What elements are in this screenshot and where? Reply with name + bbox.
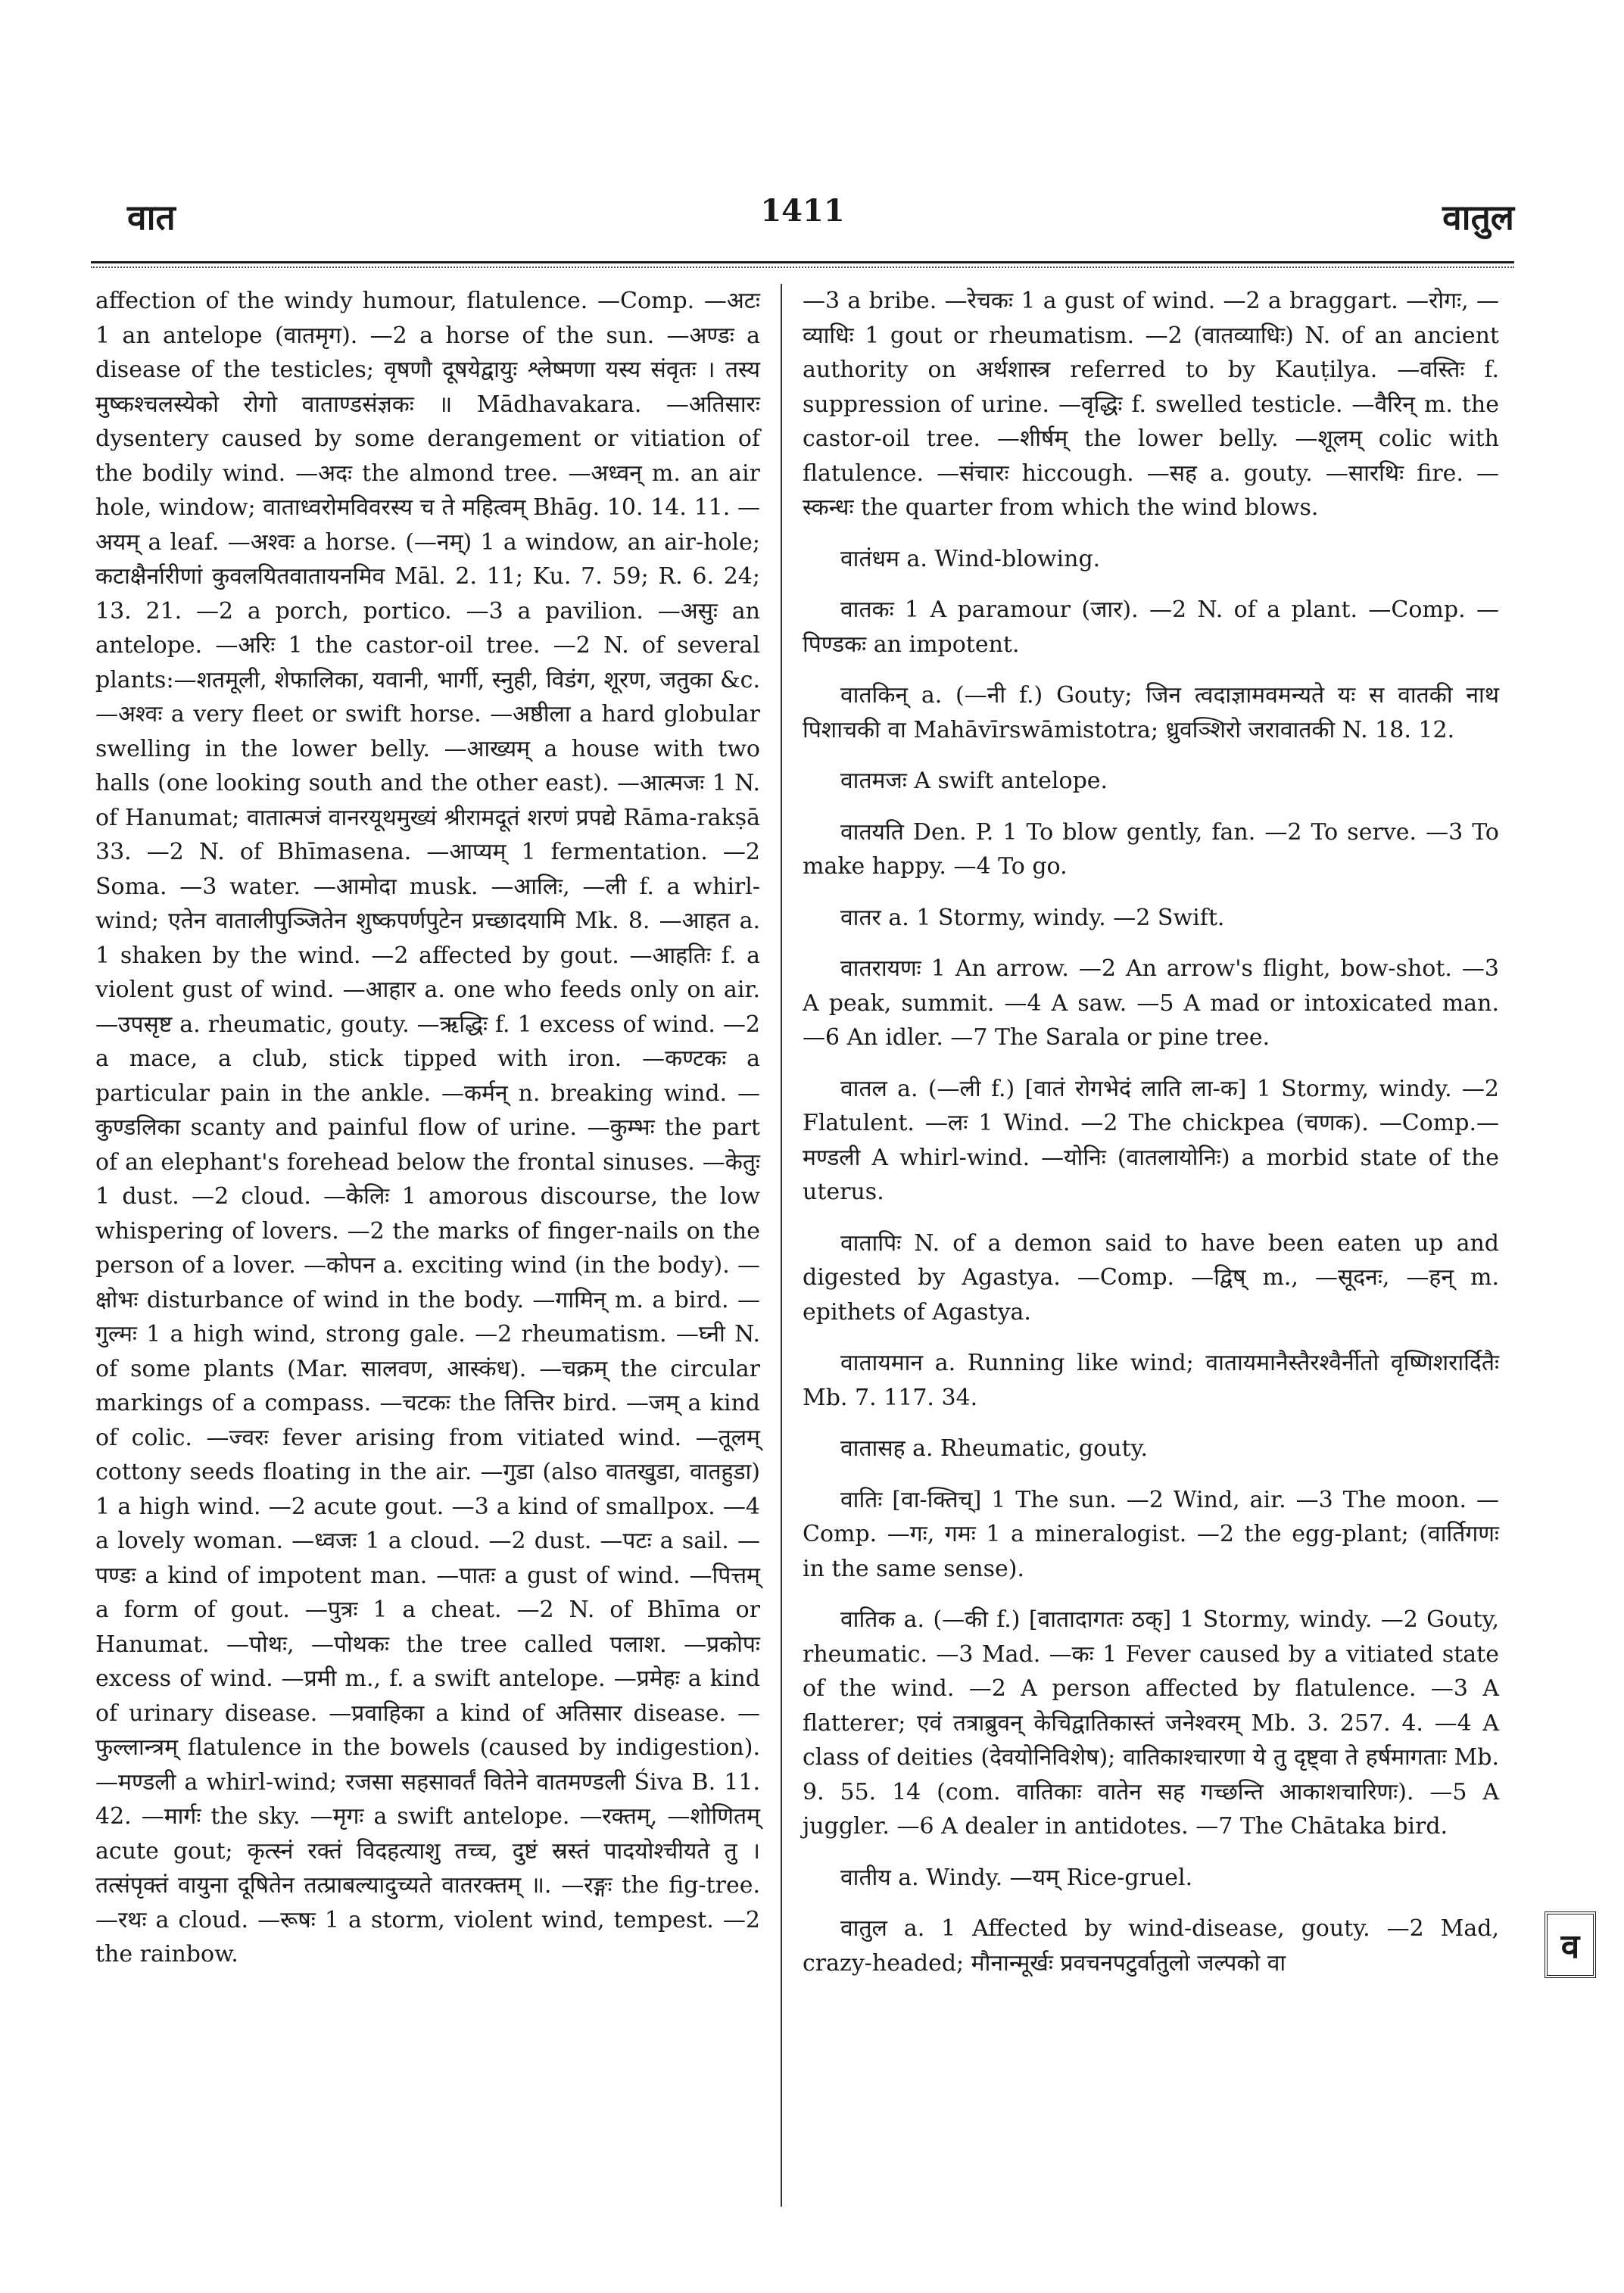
dictionary-entry: वातायमान a. Running like wind; वातायमानैस्तैरश्वैर्नीतो वृष्णिशरार्दितैः Mb. 7. 117. 34. (803, 1350, 1499, 1411)
dictionary-entry: वातकिन् a. (—नी f.) Gouty; जिन त्वदाज्ञामवमन्यते यः स वातकी नाथ पिशाचकी वा Mahāvīrswāmistotra; ध्रुवञ्शिरो जरावातकी N. 18. 12. (803, 682, 1499, 743)
column-divider (781, 284, 782, 2207)
header-left-word: वात (127, 197, 176, 238)
page-number: 1411 (760, 193, 845, 229)
dictionary-entry: वातंधम a. Wind-blowing. (840, 545, 1101, 572)
left-column (95, 284, 760, 1972)
dictionary-entry: वातमजः A swift antelope. (840, 768, 1108, 794)
dictionary-entry: वातयति Den. P. 1 To blow gently, fan. —2 To serve. —3 To make happy. —4 To go. (803, 818, 1499, 880)
dictionary-entry: वातिक a. (—की f.) [वातादागतः ठक्] 1 Stormy, windy. —2 Gouty, rheumatic. —3 Mad. —कः 1 Fever caused by a vitiated state of the wind. —2 A person affected by flatulence. —3 A flatterer; एवं तत्राब्रुवन् केचिद्वातिकास्तं जनेश्वरम् Mb. 3. 257. 4. —4 A class of deities (देवयोनिविशेष); वातिकाश्चारणा ये तु दृष्ट्वा ते हर्षमागताः Mb. 9. 55. 14 (com. वातिकाः वातेन सह गच्छन्ति आकाशचारिणः). —5 A juggler. —6 A dealer in antidotes. —7 The Chātaka bird. (803, 1606, 1499, 1840)
header-dotted-rule (91, 266, 1514, 268)
page-header (91, 193, 1514, 261)
thumb-index-tab: व (1545, 1911, 1596, 1978)
dictionary-entry: —3 a bribe. —रेचकः 1 a gust of wind. —2 a braggart. —रोगः, —व्याधिः 1 gout or rheumatism. —2 (वातव्याधिः) N. of an ancient authority on अर्थशास्त्र referred to by Kauṭilya. —वस्तिः f. suppression of urine. —वृद्धिः f. swelled testicle. —वैरिन् m. the castor-oil tree. —शीर्षम् the lower belly. —शूलम् colic with flatulence. —संचारः hiccough. —सह a. gouty. —सारथिः fire. —स्कन्धः the quarter from which the wind blows. (803, 288, 1499, 521)
dictionary-entry: वातीय a. Windy. —यम् Rice-gruel. (840, 1864, 1193, 1891)
dictionary-entry: वातापिः N. of a demon said to have been eaten up and digested by Agastya. —Comp. —द्विष् m., —सूदनः, —हन् m. epithets of Agastya. (803, 1229, 1499, 1326)
dictionary-entry: वातर a. 1 Stormy, windy. —2 Swift. (840, 904, 1225, 931)
dictionary-entry: वातिः [वा-क्तिच्] 1 The sun. —2 Wind, air. —3 The moon. —Comp. —गः, गमः 1 a mineralogist. —2 the egg-plant; (वार्तिगणः in the same sense). (803, 1486, 1499, 1582)
dictionary-entry: वातकः 1 A paramour (जार). —2 N. of a plant. —Comp. —पिण्डकः an impotent. (803, 597, 1499, 658)
header-right-word: वातुल (1442, 197, 1514, 238)
dictionary-entry: वातासह a. Rheumatic, gouty. (840, 1435, 1149, 1462)
header-rule (91, 261, 1514, 263)
left-column-text: affection of the windy humour, flatulence. —Comp. —अटः 1 an antelope (वातमृग). —2 a horse of the sun. —अण्डः a disease of the testicles; वृषणौ दूषयेद्वायुः श्लेष्मणा यस्य संवृतः । तस्य मुष्कश्चलस्येको रोगो वाताण्डसंज्ञकः ॥ Mādhavakara. —अतिसारः dysentery caused by some derangement or vitiation of the bodily wind. —अदः the almond tree. —अध्वन् m. an air hole, window; वाताध्वरोमविवरस्य च ते महित्वम् Bhāg. 10. 14. 11. —अयम् a leaf. —अश्वः a horse. (—नम्) 1 a window, an air-hole; कटाक्षैर्नारीणां कुवलयितवातायनमिव Māl. 2. 11; Ku. 7. 59; R. 6. 24; 13. 21. —2 a porch, portico. —3 a pavilion. —असुः an antelope. —अरिः 1 the castor-oil tree. —2 N. of several plants:—शतमूली, शेफालिका, यवानी, भार्गी, स्नुही, विडंग, शूरण, जतुका &c. —अश्वः a very fleet or swift horse. —अष्ठीला a hard globular swelling in the lower belly. —आख्यम् a house with two halls (one looking south and the other east). —आत्मजः 1 N. of Hanumat; वातात्मजं वानरयूथमुख्यं श्रीरामदूतं शरणं प्रपद्ये Rāma-rakṣā 33. —2 N. of Bhīmasena. —आप्यम् 1 fermentation. —2 Soma. —3 water. —आमोदा musk. —आलिः, —ली f. a whirl-wind; एतेन वातालीपुञ्जितेन शुष्कपर्णपुटेन प्रच्छादयामि Mk. 8. —आहत a. 1 shaken by the wind. —2 affected by gout. —आहतिः f. a violent gust of wind. —आहार a. one who feeds only on air. —उपसृष्ट a. rheumatic, gouty. —ऋद्धिः f. 1 excess of wind. —2 a mace, a club, stick tipped with iron. —कण्टकः a particular pain in the ankle. —कर्मन् n. breaking wind. —कुण्डलिका scanty and painful flow of urine. —कुम्भः the part of an elephant's forehead below the frontal sinuses. —केतुः 1 dust. —2 cloud. —केलिः 1 amorous discourse, the low whispering of lovers. —2 the marks of finger-nails on the person of a lover. —कोपन a. exciting wind (in the body). —क्षोभः disturbance of wind in the body. —गामिन् m. a bird. —गुल्मः 1 a high wind, strong gale. —2 rheumatism. —घ्नी N. of some plants (Mar. सालवण, आस्कंध). —चक्रम् the circular markings of a compass. —चटकः the तित्तिर bird. —जम् a kind of colic. —ज्वरः fever arising from vitiated wind. —तूलम् cottony seeds floating in the air. —गुडा (also वातखुडा, वातहुडा) 1 a high wind. —2 acute gout. —3 a kind of smallpox. —4 a lovely woman. —ध्वजः 1 a cloud. —2 dust. —पटः a sail. —पण्डः a kind of impotent man. —पातः a gust of wind. —पित्तम् a form of gout. —पुत्रः 1 a cheat. —2 N. of Bhīma or Hanumat. —पोथः, —पोथकः the tree called पलाश. —प्रकोपः excess of wind. —प्रमी m., f. a swift antelope. —प्रमेहः a kind of urinary disease. —प्रवाहिका a kind of अतिसार disease. —फुल्लान्त्रम् flatulence in the bowels (caused by indigestion). —मण्डली a whirl-wind; रजसा सहसावर्तं वितेने वातमण्डली Śiva B. 11. 42. —मार्गः the sky. —मृगः a swift antelope. —रक्तम्, —शोणितम् acute gout; कृत्स्नं रक्तं विदहत्याशु तच्च, दुष्टं स्रस्तं पादयोश्चीयते तु । तत्संपृक्तं वायुना दूषितेन तत्प्राबल्यादुच्यते वातरक्तम् ॥. —रङ्गः the fig-tree. —रथः a cloud. —रूषः 1 a storm, violent wind, tempest. —2 the rainbow. (95, 288, 760, 1967)
dictionary-entry: वातरायणः 1 An arrow. —2 An arrow's flight, bow-shot. —3 A peak, summit. —4 A saw. —5 A mad or intoxicated man. —6 An idler. —7 The Sarala or pine tree. (803, 955, 1499, 1051)
dictionary-entry: वातल a. (—ली f.) [वातं रोगभेदं लाति ला-क] 1 Stormy, windy. —2 Flatulent. —लः 1 Wind. —2 The chickpea (चणक). —Comp.—मण्डली A whirl-wind. —योनिः (वातलायोनिः) a morbid state of the uterus. (803, 1075, 1499, 1205)
right-column (803, 284, 1499, 1997)
dictionary-entry: वातुल a. 1 Affected by wind-disease, gouty. —2 Mad, crazy-headed; मौनान्मूर्खः प्रवचनपटुर्वातुलो जल्पको वा (803, 1915, 1499, 1977)
